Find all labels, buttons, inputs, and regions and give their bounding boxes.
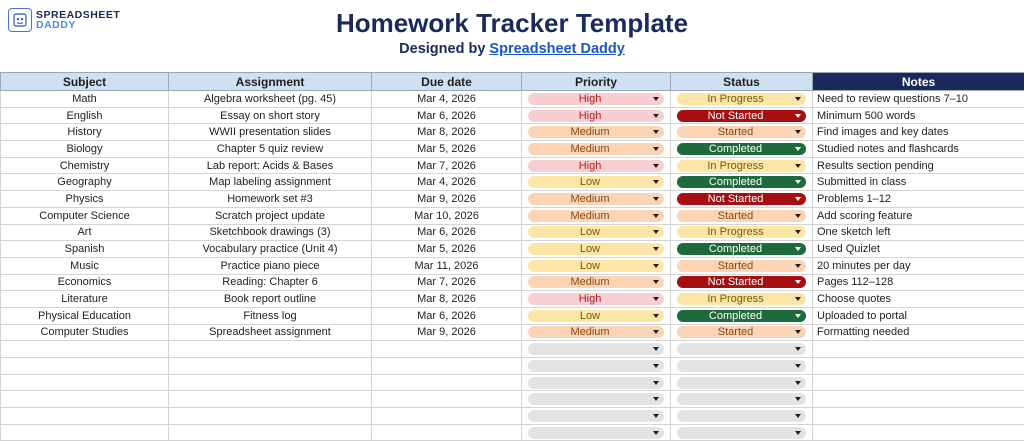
assignment-cell[interactable]: Fitness log	[169, 307, 372, 324]
table-row	[1, 274, 1024, 291]
priority-label: Low	[580, 243, 600, 255]
due-date-cell[interactable]: Mar 6, 2026	[372, 224, 522, 241]
priority-dropdown[interactable]	[528, 226, 664, 238]
table-row	[1, 307, 1024, 324]
status-label: Not Started	[708, 110, 764, 122]
status-label: Completed	[709, 310, 762, 322]
header-row	[1, 73, 1024, 91]
status-cell	[671, 307, 813, 324]
empty-cell[interactable]	[671, 341, 813, 358]
subject-cell[interactable]: Literature	[1, 291, 169, 308]
status-dropdown[interactable]	[677, 160, 806, 172]
dropdown-arrow-icon	[653, 381, 659, 385]
status-cell	[671, 257, 813, 274]
status-label: Not Started	[708, 276, 764, 288]
empty-cell[interactable]	[1, 408, 169, 425]
priority-dropdown[interactable]	[528, 310, 664, 322]
status-dropdown[interactable]	[677, 260, 806, 272]
priority-label: Low	[580, 260, 600, 272]
table-row	[1, 324, 1024, 341]
notes-cell[interactable]: Add scoring feature	[813, 207, 1024, 224]
dropdown-arrow-icon	[795, 180, 801, 184]
priority-cell	[522, 224, 671, 241]
assignment-cell[interactable]: Sketchbook drawings (3)	[169, 224, 372, 241]
due-date-cell[interactable]: Mar 5, 2026	[372, 241, 522, 258]
notes-cell[interactable]: Uploaded to portal	[813, 307, 1024, 324]
status-dropdown[interactable]	[677, 360, 806, 372]
empty-cell[interactable]	[522, 391, 671, 408]
empty-cell[interactable]	[372, 341, 522, 358]
header-assignment: Assignment	[169, 73, 372, 91]
dropdown-arrow-icon	[653, 230, 659, 234]
status-cell	[671, 141, 813, 158]
dropdown-arrow-icon	[653, 297, 659, 301]
dropdown-arrow-icon	[653, 397, 659, 401]
priority-label: Low	[580, 310, 600, 322]
assignment-cell[interactable]: Book report outline	[169, 291, 372, 308]
status-dropdown[interactable]	[677, 393, 806, 405]
empty-cell[interactable]	[1, 424, 169, 441]
dropdown-arrow-icon	[795, 264, 801, 268]
priority-cell	[522, 307, 671, 324]
status-label: Started	[718, 260, 753, 272]
empty-cell[interactable]	[522, 358, 671, 375]
priority-label: Medium	[570, 326, 609, 338]
empty-row	[1, 424, 1024, 441]
empty-cell[interactable]	[169, 391, 372, 408]
empty-cell[interactable]	[1, 358, 169, 375]
empty-cell[interactable]	[169, 358, 372, 375]
priority-label: Medium	[570, 126, 609, 138]
status-dropdown[interactable]	[677, 410, 806, 422]
assignment-cell[interactable]: Practice piano piece	[169, 257, 372, 274]
dropdown-arrow-icon	[795, 330, 801, 334]
status-cell	[671, 124, 813, 141]
status-dropdown[interactable]	[677, 326, 806, 338]
notes-cell[interactable]: Minimum 500 words	[813, 107, 1024, 124]
priority-dropdown[interactable]	[528, 243, 664, 255]
empty-cell[interactable]	[1, 341, 169, 358]
status-dropdown[interactable]	[677, 110, 806, 122]
dropdown-arrow-icon	[795, 114, 801, 118]
priority-cell	[522, 91, 671, 108]
priority-cell	[522, 174, 671, 191]
empty-cell[interactable]	[813, 341, 1024, 358]
empty-row	[1, 374, 1024, 391]
table-row	[1, 224, 1024, 241]
empty-cell[interactable]	[169, 374, 372, 391]
status-dropdown[interactable]	[677, 377, 806, 389]
empty-cell[interactable]	[522, 408, 671, 425]
priority-cell	[522, 241, 671, 258]
dropdown-arrow-icon	[795, 431, 801, 435]
dropdown-arrow-icon	[795, 414, 801, 418]
dropdown-arrow-icon	[795, 214, 801, 218]
notes-cell[interactable]: Find images and key dates	[813, 124, 1024, 141]
due-date-cell[interactable]: Mar 6, 2026	[372, 107, 522, 124]
subject-cell[interactable]: Spanish	[1, 241, 169, 258]
priority-dropdown[interactable]	[528, 260, 664, 272]
assignment-cell[interactable]: Essay on short story	[169, 107, 372, 124]
assignment-cell[interactable]: Vocabulary practice (Unit 4)	[169, 241, 372, 258]
dropdown-arrow-icon	[653, 197, 659, 201]
priority-cell	[522, 157, 671, 174]
status-dropdown[interactable]	[677, 243, 806, 255]
status-dropdown[interactable]	[677, 310, 806, 322]
header-due-date: Due date	[372, 73, 522, 91]
status-cell	[671, 207, 813, 224]
table-row	[1, 291, 1024, 308]
subject-cell[interactable]: Physical Education	[1, 307, 169, 324]
header-priority: Priority	[522, 73, 671, 91]
notes-cell[interactable]: Need to review questions 7–10	[813, 91, 1024, 108]
subject-cell[interactable]: Computer Science	[1, 207, 169, 224]
dropdown-arrow-icon	[653, 180, 659, 184]
empty-cell[interactable]	[372, 408, 522, 425]
dropdown-arrow-icon	[653, 330, 659, 334]
dropdown-arrow-icon	[795, 230, 801, 234]
notes-cell[interactable]: Pages 112–128	[813, 274, 1024, 291]
status-cell	[671, 291, 813, 308]
empty-cell[interactable]	[169, 341, 372, 358]
status-label: In Progress	[707, 226, 763, 238]
priority-label: Low	[580, 226, 600, 238]
dropdown-arrow-icon	[795, 197, 801, 201]
empty-row	[1, 391, 1024, 408]
priority-dropdown[interactable]	[528, 143, 664, 155]
status-cell	[671, 241, 813, 258]
status-cell	[671, 107, 813, 124]
due-date-cell[interactable]: Mar 4, 2026	[372, 174, 522, 191]
empty-cell[interactable]	[372, 374, 522, 391]
empty-row	[1, 358, 1024, 375]
dropdown-arrow-icon	[653, 97, 659, 101]
status-dropdown[interactable]	[677, 143, 806, 155]
priority-dropdown[interactable]	[528, 160, 664, 172]
status-label: Started	[718, 126, 753, 138]
assignment-cell[interactable]: WWII presentation slides	[169, 124, 372, 141]
subject-cell[interactable]: Math	[1, 91, 169, 108]
table-row	[1, 191, 1024, 208]
empty-cell[interactable]	[813, 391, 1024, 408]
status-cell	[671, 324, 813, 341]
status-label: Not Started	[708, 193, 764, 205]
dropdown-arrow-icon	[653, 130, 659, 134]
status-cell	[671, 274, 813, 291]
priority-dropdown[interactable]	[528, 193, 664, 205]
priority-label: Medium	[570, 276, 609, 288]
assignment-cell[interactable]: Chapter 5 quiz review	[169, 141, 372, 158]
empty-cell[interactable]	[813, 424, 1024, 441]
table-row	[1, 157, 1024, 174]
subject-cell[interactable]: Music	[1, 257, 169, 274]
empty-cell[interactable]	[1, 391, 169, 408]
due-date-cell[interactable]: Mar 9, 2026	[372, 191, 522, 208]
priority-dropdown[interactable]	[528, 126, 664, 138]
empty-cell[interactable]	[372, 391, 522, 408]
notes-cell[interactable]: Formatting needed	[813, 324, 1024, 341]
status-cell	[671, 224, 813, 241]
dropdown-arrow-icon	[795, 364, 801, 368]
dropdown-arrow-icon	[795, 147, 801, 151]
table-row	[1, 107, 1024, 124]
dropdown-arrow-icon	[653, 147, 659, 151]
empty-cell[interactable]	[522, 374, 671, 391]
priority-dropdown[interactable]	[528, 110, 664, 122]
status-label: Started	[718, 210, 753, 222]
notes-cell[interactable]: Used Quizlet	[813, 241, 1024, 258]
empty-cell[interactable]	[813, 358, 1024, 375]
dropdown-arrow-icon	[653, 164, 659, 168]
priority-dropdown[interactable]	[528, 360, 664, 372]
notes-cell[interactable]: Results section pending	[813, 157, 1024, 174]
empty-cell[interactable]	[813, 408, 1024, 425]
spreadsheet-daddy-link[interactable]: Spreadsheet Daddy	[489, 41, 624, 57]
due-date-cell[interactable]: Mar 7, 2026	[372, 157, 522, 174]
due-date-cell[interactable]: Mar 7, 2026	[372, 274, 522, 291]
priority-dropdown[interactable]	[528, 176, 664, 188]
dropdown-arrow-icon	[653, 431, 659, 435]
priority-cell	[522, 257, 671, 274]
dropdown-arrow-icon	[653, 314, 659, 318]
due-date-cell[interactable]: Mar 8, 2026	[372, 124, 522, 141]
dropdown-arrow-icon	[653, 347, 659, 351]
table-row	[1, 141, 1024, 158]
status-label: In Progress	[707, 160, 763, 172]
table-row	[1, 241, 1024, 258]
empty-cell[interactable]	[671, 358, 813, 375]
priority-dropdown[interactable]	[528, 210, 664, 222]
dropdown-arrow-icon	[653, 414, 659, 418]
dropdown-arrow-icon	[795, 97, 801, 101]
logo-line2: DADDY	[36, 20, 120, 30]
notes-cell[interactable]: One sketch left	[813, 224, 1024, 241]
due-date-cell[interactable]: Mar 8, 2026	[372, 291, 522, 308]
priority-dropdown[interactable]	[528, 377, 664, 389]
table-row	[1, 257, 1024, 274]
subject-cell[interactable]: Biology	[1, 141, 169, 158]
priority-label: High	[579, 93, 602, 105]
homework-table	[0, 72, 1024, 441]
header-notes: Notes	[813, 73, 1024, 91]
priority-cell	[522, 124, 671, 141]
subject-cell[interactable]: Geography	[1, 174, 169, 191]
status-label: Completed	[709, 243, 762, 255]
priority-label: Low	[580, 176, 600, 188]
dropdown-arrow-icon	[795, 280, 801, 284]
empty-cell[interactable]	[372, 424, 522, 441]
priority-dropdown[interactable]	[528, 393, 664, 405]
empty-row	[1, 408, 1024, 425]
status-dropdown[interactable]	[677, 293, 806, 305]
priority-cell	[522, 324, 671, 341]
priority-dropdown[interactable]	[528, 326, 664, 338]
subject-cell[interactable]: Art	[1, 224, 169, 241]
dropdown-arrow-icon	[653, 280, 659, 284]
status-dropdown[interactable]	[677, 193, 806, 205]
dropdown-arrow-icon	[795, 381, 801, 385]
due-date-cell[interactable]: Mar 10, 2026	[372, 207, 522, 224]
dropdown-arrow-icon	[653, 114, 659, 118]
status-label: In Progress	[707, 293, 763, 305]
status-cell	[671, 191, 813, 208]
assignment-cell[interactable]: Scratch project update	[169, 207, 372, 224]
assignment-cell[interactable]: Algebra worksheet (pg. 45)	[169, 91, 372, 108]
status-label: Completed	[709, 143, 762, 155]
priority-cell	[522, 274, 671, 291]
subject-cell[interactable]: History	[1, 124, 169, 141]
table-body	[1, 91, 1024, 441]
priority-dropdown[interactable]	[528, 343, 664, 355]
empty-cell[interactable]	[671, 424, 813, 441]
empty-cell[interactable]	[671, 408, 813, 425]
empty-cell[interactable]	[671, 374, 813, 391]
subtitle-prefix: Designed by	[399, 41, 489, 57]
status-label: Completed	[709, 176, 762, 188]
priority-label: High	[579, 293, 602, 305]
priority-dropdown[interactable]	[528, 276, 664, 288]
dropdown-arrow-icon	[653, 364, 659, 368]
dropdown-arrow-icon	[795, 397, 801, 401]
header-subject: Subject	[1, 73, 169, 91]
empty-cell[interactable]	[522, 341, 671, 358]
subject-cell[interactable]: Computer Studies	[1, 324, 169, 341]
priority-label: Medium	[570, 143, 609, 155]
priority-dropdown[interactable]	[528, 410, 664, 422]
dropdown-arrow-icon	[653, 264, 659, 268]
status-cell	[671, 157, 813, 174]
status-dropdown[interactable]	[677, 276, 806, 288]
header-status: Status	[671, 73, 813, 91]
dropdown-arrow-icon	[795, 347, 801, 351]
priority-label: Medium	[570, 193, 609, 205]
table-row	[1, 124, 1024, 141]
subject-cell[interactable]: Physics	[1, 191, 169, 208]
dropdown-arrow-icon	[795, 164, 801, 168]
assignment-cell[interactable]: Spreadsheet assignment	[169, 324, 372, 341]
assignment-cell[interactable]: Homework set #3	[169, 191, 372, 208]
dropdown-arrow-icon	[653, 214, 659, 218]
status-dropdown[interactable]	[677, 343, 806, 355]
page-subtitle	[0, 41, 1024, 57]
priority-cell	[522, 107, 671, 124]
table-row	[1, 207, 1024, 224]
due-date-cell[interactable]: Mar 6, 2026	[372, 307, 522, 324]
assignment-cell[interactable]: Reading: Chapter 6	[169, 274, 372, 291]
priority-dropdown[interactable]	[528, 293, 664, 305]
assignment-cell[interactable]: Map labeling assignment	[169, 174, 372, 191]
priority-cell	[522, 207, 671, 224]
status-label: Started	[718, 326, 753, 338]
status-cell	[671, 91, 813, 108]
status-dropdown[interactable]	[677, 126, 806, 138]
assignment-cell[interactable]: Lab report: Acids & Bases	[169, 157, 372, 174]
status-dropdown[interactable]	[677, 210, 806, 222]
dropdown-arrow-icon	[795, 314, 801, 318]
notes-cell[interactable]: Choose quotes	[813, 291, 1024, 308]
priority-cell	[522, 191, 671, 208]
notes-cell[interactable]: Problems 1–12	[813, 191, 1024, 208]
priority-label: High	[579, 110, 602, 122]
status-dropdown[interactable]	[677, 176, 806, 188]
page-title: Homework Tracker Template	[0, 8, 1024, 39]
subject-cell[interactable]: Chemistry	[1, 157, 169, 174]
status-dropdown[interactable]	[677, 93, 806, 105]
table-row	[1, 91, 1024, 108]
subject-cell[interactable]: English	[1, 107, 169, 124]
empty-cell[interactable]	[671, 391, 813, 408]
dropdown-arrow-icon	[653, 247, 659, 251]
priority-label: Medium	[570, 210, 609, 222]
empty-row	[1, 341, 1024, 358]
empty-cell[interactable]	[813, 374, 1024, 391]
empty-cell[interactable]	[1, 374, 169, 391]
dropdown-arrow-icon	[795, 130, 801, 134]
notes-cell[interactable]: Submitted in class	[813, 174, 1024, 191]
logo-line1: SPREADSHEET	[36, 10, 120, 20]
empty-cell[interactable]	[169, 424, 372, 441]
dropdown-arrow-icon	[795, 247, 801, 251]
status-label: In Progress	[707, 93, 763, 105]
due-date-cell[interactable]: Mar 5, 2026	[372, 141, 522, 158]
priority-dropdown[interactable]	[528, 93, 664, 105]
due-date-cell[interactable]: Mar 11, 2026	[372, 257, 522, 274]
status-cell	[671, 174, 813, 191]
status-dropdown[interactable]	[677, 226, 806, 238]
empty-cell[interactable]	[169, 408, 372, 425]
priority-cell	[522, 141, 671, 158]
notes-cell[interactable]: Studied notes and flashcards	[813, 141, 1024, 158]
priority-label: High	[579, 160, 602, 172]
empty-cell[interactable]	[372, 358, 522, 375]
priority-dropdown[interactable]	[528, 427, 664, 439]
priority-cell	[522, 291, 671, 308]
due-date-cell[interactable]: Mar 4, 2026	[372, 91, 522, 108]
due-date-cell[interactable]: Mar 9, 2026	[372, 324, 522, 341]
subject-cell[interactable]: Economics	[1, 274, 169, 291]
table-row	[1, 174, 1024, 191]
empty-cell[interactable]	[522, 424, 671, 441]
notes-cell[interactable]: 20 minutes per day	[813, 257, 1024, 274]
status-dropdown[interactable]	[677, 427, 806, 439]
dropdown-arrow-icon	[795, 297, 801, 301]
